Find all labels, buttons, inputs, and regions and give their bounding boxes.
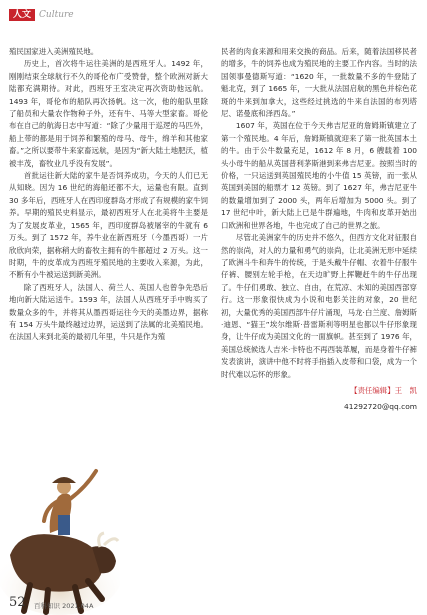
right-column bbox=[221, 46, 417, 414]
paragraph-continued: 民者的肉食来源和用来交换的商品。后来，随着法国移民者的增多，牛的饲养也成为殖民地的主要工作内容。当时的法国领事曼德斯写道：“1620 年，一批数量不多的牛登陆了魁北克，到了 1665 年，一大批从法国启航的黑色并棕色花斑的牛来到加拿大，这些经过挑选的牛来自法国的布列塔尼、诺曼底和泽西岛。” bbox=[221, 47, 417, 119]
page-number: 52 bbox=[9, 595, 26, 610]
paragraph: 1607 年，英国在位于今天弗吉尼亚的詹姆斯镇建立了第一个殖民地。4 年后，詹姆斯镇就迎来了第一批英国本土的牛。由于公牛数量充足，1612 年 8 月，6 艘载着 100 头小母牛的船从英国普利茅斯港到来弗吉尼亚。按照当时的价格，一只运送到英国殖民地的小牛值 15 英镑，而一张从英国到美国的船票才 12 英镑。到了 1627 年，弗吉尼亚牛的数量增加到了 2000 头，两年后增加为 5000 头。到了 17 世纪中叶，新大陆上已是牛群遍地，牛肉和皮革开始出口欧洲和世界各地，牛也完成了自己的世界之旅。 bbox=[221, 121, 417, 230]
publication-info: 百科知识 2021.04A bbox=[34, 602, 94, 610]
editor-email: 41292720@qq.com bbox=[344, 402, 417, 412]
paragraph: 尽管北美洲家牛的历史并不悠久，但西方文化对征服自然的崇尚，对人的力量和勇气的崇尚，让北美洲无形中延续了欧洲斗牛和奔牛的传统，于是头戴牛仔帽、衣着牛仔服牛仔裤、腰别左轮手枪，在天边旷野上挥鞭赶牛的牛仔出现了。牛仔们勇敢、独立、自由，在荒凉、未知的美国西部穿行。这一形象很快成为小说和电影关注的对象，20 世纪初，大量优秀的美国西部牛仔片涌现，马龙·白兰度、詹姆斯·迪恩、“猫王”埃尔维斯·普雷斯利等明星也都以牛仔形象现身，让牛仔成为美国文化的一面旗帜。甚至到了 1976 年，美国总统候选人吉米·卡特也不再西装革履，而是身着牛仔裤发表演讲，演讲中他不时将手指插入皮带和口袋，成为一个时代难以忘怀的形象。 bbox=[221, 233, 417, 379]
paragraph: 首批运往新大陆的家牛是否饲养成功，今天的人们已无从知晓。因为 16 世纪的海船还都不大，运量也有限。直到 30 多年后，西班牙人在西印度群岛才形成了有规模的家牛饲养。早期的殖民史料显示，最初西班牙人在北美将牛主要是为了发展皮革业，1565 年，西印度群岛被屠宰的牛就有 6 万头。到了 1572 年，养牛业在新西班牙（今墨西哥）一片欣欣向荣，据称稍大的畜牧主拥有的牛都超过 2 万头。这一时期，牛的皮革成为西班牙殖民地的主要收入来源，为此，不断有小牛被运送到新美洲。 bbox=[9, 171, 208, 280]
paragraph: 历史上，首次将牛运往美洲的是西班牙人。1492 年，刚刚结束全球航行不久的哥伦布广受赞誉，整个欧洲对新大陆都充满期待。对此，西班牙王室决定再次资助他远航。1493 年，哥伦布的船队再次扬帆。这一次，他的船队里除了船员和大量农作物种子外，还有牛、马等大型家畜。哥伦布在自己的航海日志中写道：“除了少量用于巡逻的马匹外，船上带的都是用于饲养和繁殖的母马、母牛，绵羊和其他家畜。”之所以要带牛来家畜远航，是因为“新大陆土地肥沃，植被丰茂，畜牧业几乎没有发展”。 bbox=[9, 59, 208, 168]
paragraph-lead: 殖民国家进入美洲殖民地。 bbox=[9, 47, 99, 56]
bull-rider-illustration bbox=[0, 435, 120, 615]
section-label-en: Culture bbox=[39, 10, 74, 20]
left-column bbox=[9, 46, 208, 344]
editor-name: 【责任编辑】王 凯 bbox=[350, 385, 417, 395]
editor-credit bbox=[221, 385, 417, 397]
section-tag: 人文 bbox=[9, 9, 35, 21]
paragraph-wrapped: 除了西班牙人，法国人、荷兰人、英国人也曾争先恐后地向新大陆运送牛。1593 年，法国人从西班牙手中购买了数量众多的牛，并将其从墨西哥运往今天的美墨边界，据称有 154 万头牛最终越过边界，运送到了法属的北美殖民地。在法国人来到北美的最初几年里，牛只是作为殖 bbox=[9, 282, 208, 342]
section-header bbox=[9, 8, 74, 22]
